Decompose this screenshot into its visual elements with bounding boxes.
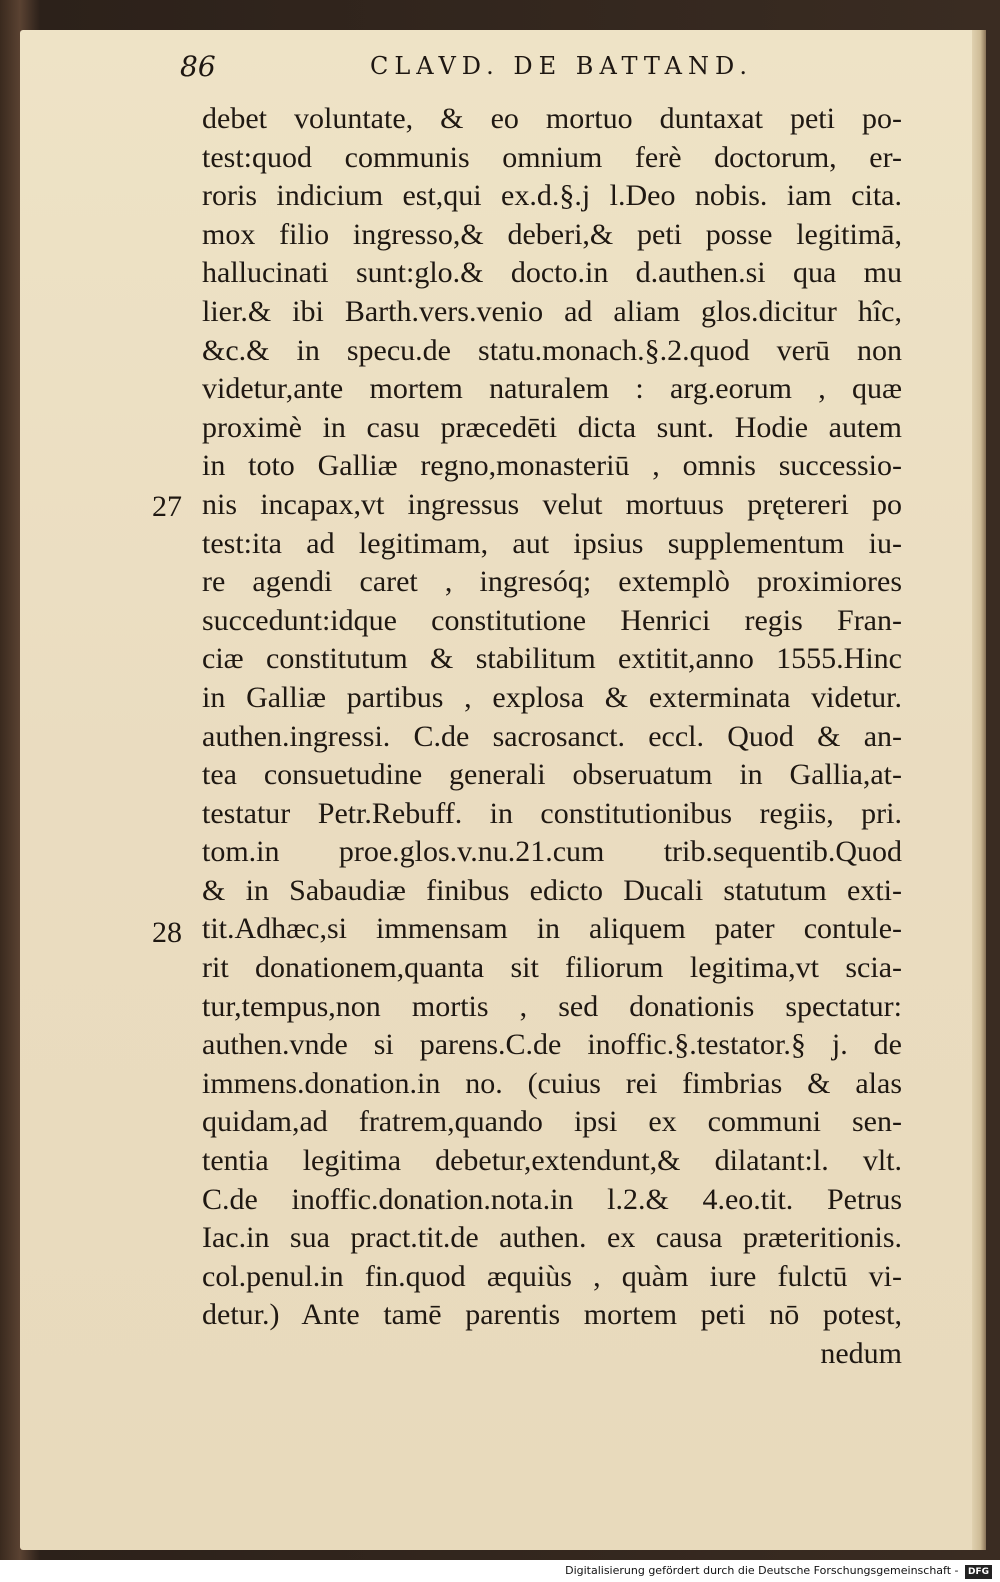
margin-note: 28 [152,916,182,949]
text-line: nis incapax,vt ingressus velut mortuus prętereri po [202,487,902,521]
footer-credit [0,1560,1000,1582]
text-line: videtur,ante mortem naturalem : arg.eorum , quæ [202,372,902,406]
text-line: col.penul.in fin.quod æquiùs , quàm iure fulctū vi- [202,1259,902,1293]
text-line: tit.Adhæc,si immensam in aliquem pater contule- [202,912,902,946]
running-head: CLAVD. DE BATTAND. [370,52,753,80]
text-line: testatur Petr.Rebuff. in constitutionibus regiis, pri. [202,796,902,830]
text-line: ciæ constitutum & stabilitum extitit,anno 1555.Hinc [202,642,902,676]
text-line: &c.& in specu.de statu.monach.§.2.quod verū non [202,333,902,367]
text-line: proximè in casu præcedēti dicta sunt. Hodie autem [202,410,902,444]
text-line: tur,tempus,non mortis , sed donationis spectatur: [202,989,902,1023]
text-line: tea consuetudine generali obseruatum in Gallia,at- [202,758,902,792]
text-line: immens.donation.in no. (cuius rei fimbrias & alas [202,1066,902,1100]
text-line: in toto Galliæ regno,monasteriū , omnis successio- [202,449,902,483]
catchword: nedum [820,1337,902,1370]
text-line: debet voluntate, & eo mortuo duntaxat peti po- [202,102,902,135]
text-line: authen.ingressi. C.de sacrosanct. eccl. Quod & an- [202,719,902,753]
text-line: hallucinati sunt:glo.& docto.in d.authen.si qua mu [202,256,902,290]
text-line: Iac.in sua pract.tit.de authen. ex causa præteritionis. [202,1221,902,1255]
text-line: C.de inoffic.donation.nota.in l.2.& 4.eo.tit. Petrus [202,1182,902,1216]
text-line: & in Sabaudiæ finibus edicto Ducali statutum exti- [202,873,902,907]
funding-credit: Digitalisierung gefördert durch die Deutsche Forschungsgemeinschaft - [565,1564,959,1577]
text-line: rit donationem,quanta sit filiorum legitima,vt scia- [202,951,902,985]
page-number: 86 [180,50,216,83]
text-line: succedunt:idque constitutione Henrici regis Fran- [202,603,902,637]
text-line: tom.in proe.glos.v.nu.21.cum trib.sequentib.Quod [202,835,902,869]
text-line: mox filio ingresso,& deberi,& peti posse legitimā, [202,217,902,251]
text-line: re agendi caret , ingresóq; extemplò proximiores [202,565,902,599]
text-line: roris indicium est,qui ex.d.§.j l.Deo nobis. iam cita. [202,179,902,213]
text-line: lier.& ibi Barth.vers.venio ad aliam glos.dicitur hîc, [202,294,902,328]
text-line: in Galliæ partibus , explosa & exterminata videtur. [202,680,902,714]
body-text [202,100,902,1374]
text-line: tentia legitima debetur,extendunt,& dilatant:l. vlt. [202,1144,902,1178]
text-line: quidam,ad fratrem,quando ipsi ex communi sen- [202,1105,902,1139]
dfg-logo: DFG [965,1565,992,1579]
text-line: test:ita ad legitimam, aut ipsius supplementum iu- [202,526,902,560]
page-header [180,50,820,90]
text-line: test:quod communis omnium ferè doctorum, er- [202,140,902,174]
text-line: detur.) Ante tamē parentis mortem peti nō potest, [202,1298,902,1332]
margin-note: 27 [152,490,182,523]
text-line: authen.vnde si parens.C.de inoffic.§.testator.§ j. de [202,1028,902,1062]
